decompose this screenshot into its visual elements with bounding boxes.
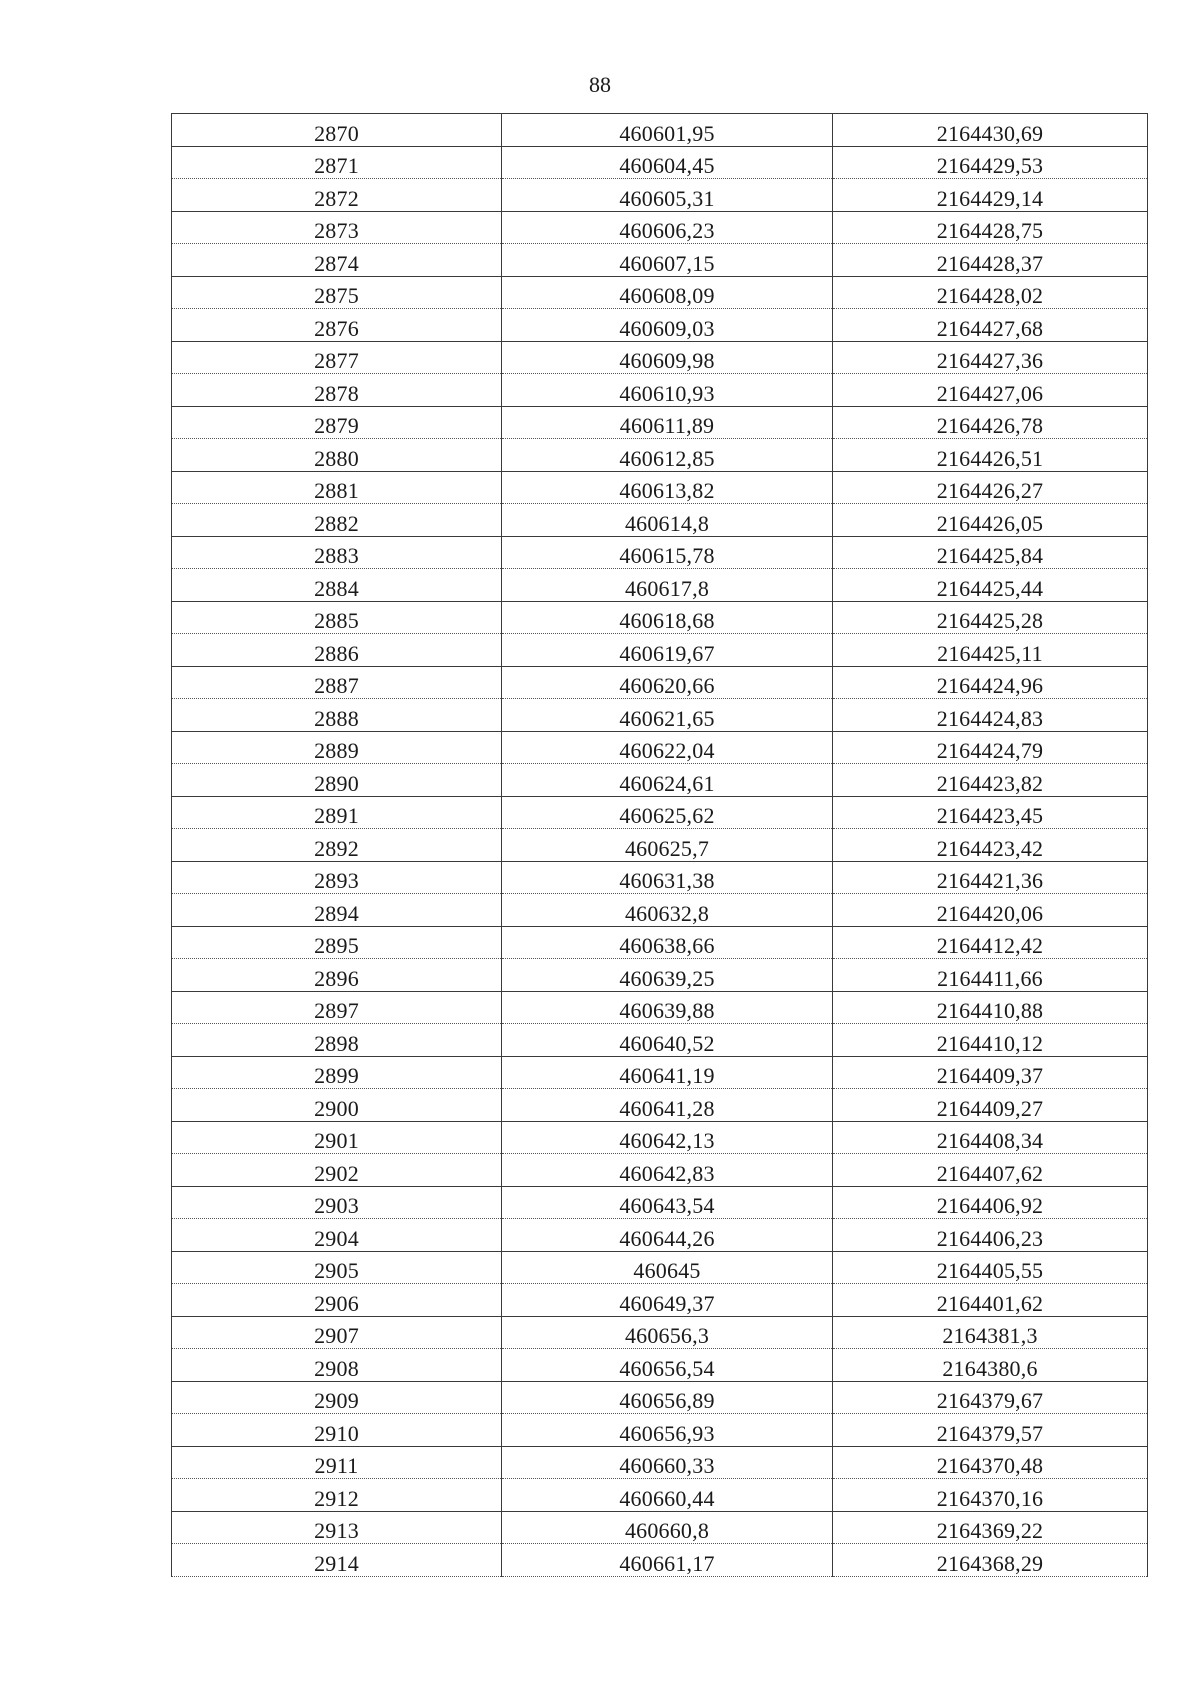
point-number-cell: 2888 <box>172 699 502 732</box>
point-number-cell: 2870 <box>172 114 502 147</box>
table-row <box>172 536 1148 569</box>
table-row <box>172 1284 1148 1317</box>
table-row <box>172 1414 1148 1447</box>
x-coordinate-cell: 460612,85 <box>502 439 833 472</box>
y-coordinate-cell: 2164428,02 <box>833 276 1148 309</box>
x-coordinate-cell: 460641,19 <box>502 1056 833 1089</box>
y-coordinate-cell: 2164411,66 <box>833 959 1148 992</box>
x-coordinate-cell: 460645 <box>502 1251 833 1284</box>
y-coordinate-cell: 2164424,79 <box>833 731 1148 764</box>
point-number-cell: 2878 <box>172 374 502 407</box>
x-coordinate-cell: 460631,38 <box>502 861 833 894</box>
y-coordinate-cell: 2164410,88 <box>833 991 1148 1024</box>
x-coordinate-cell: 460642,13 <box>502 1121 833 1154</box>
table-row <box>172 926 1148 959</box>
point-number-cell: 2893 <box>172 861 502 894</box>
table-row <box>172 406 1148 439</box>
y-coordinate-cell: 2164427,06 <box>833 374 1148 407</box>
table-row <box>172 1381 1148 1414</box>
x-coordinate-cell: 460608,09 <box>502 276 833 309</box>
x-coordinate-cell: 460609,98 <box>502 341 833 374</box>
coordinates-table <box>171 113 1148 1577</box>
y-coordinate-cell: 2164427,36 <box>833 341 1148 374</box>
y-coordinate-cell: 2164406,23 <box>833 1219 1148 1252</box>
y-coordinate-cell: 2164425,84 <box>833 536 1148 569</box>
y-coordinate-cell: 2164405,55 <box>833 1251 1148 1284</box>
table-row <box>172 244 1148 277</box>
y-coordinate-cell: 2164425,44 <box>833 569 1148 602</box>
y-coordinate-cell: 2164425,11 <box>833 634 1148 667</box>
table-row <box>172 439 1148 472</box>
y-coordinate-cell: 2164424,83 <box>833 699 1148 732</box>
point-number-cell: 2896 <box>172 959 502 992</box>
table-row <box>172 991 1148 1024</box>
y-coordinate-cell: 2164421,36 <box>833 861 1148 894</box>
y-coordinate-cell: 2164430,69 <box>833 114 1148 147</box>
y-coordinate-cell: 2164429,14 <box>833 179 1148 212</box>
x-coordinate-cell: 460624,61 <box>502 764 833 797</box>
table-row <box>172 1544 1148 1577</box>
table-row <box>172 1121 1148 1154</box>
table-row <box>172 1219 1148 1252</box>
x-coordinate-cell: 460644,26 <box>502 1219 833 1252</box>
y-coordinate-cell: 2164426,27 <box>833 471 1148 504</box>
x-coordinate-cell: 460620,66 <box>502 666 833 699</box>
x-coordinate-cell: 460607,15 <box>502 244 833 277</box>
table-row <box>172 1186 1148 1219</box>
y-coordinate-cell: 2164428,75 <box>833 211 1148 244</box>
x-coordinate-cell: 460639,25 <box>502 959 833 992</box>
x-coordinate-cell: 460606,23 <box>502 211 833 244</box>
point-number-cell: 2874 <box>172 244 502 277</box>
point-number-cell: 2884 <box>172 569 502 602</box>
table-row <box>172 634 1148 667</box>
point-number-cell: 2880 <box>172 439 502 472</box>
table-row <box>172 504 1148 537</box>
x-coordinate-cell: 460625,62 <box>502 796 833 829</box>
table-row <box>172 146 1148 179</box>
x-coordinate-cell: 460617,8 <box>502 569 833 602</box>
x-coordinate-cell: 460605,31 <box>502 179 833 212</box>
point-number-cell: 2911 <box>172 1446 502 1479</box>
point-number-cell: 2910 <box>172 1414 502 1447</box>
point-number-cell: 2907 <box>172 1316 502 1349</box>
y-coordinate-cell: 2164423,45 <box>833 796 1148 829</box>
table-row <box>172 861 1148 894</box>
y-coordinate-cell: 2164379,57 <box>833 1414 1148 1447</box>
point-number-cell: 2889 <box>172 731 502 764</box>
table-row <box>172 309 1148 342</box>
point-number-cell: 2913 <box>172 1511 502 1544</box>
y-coordinate-cell: 2164381,3 <box>833 1316 1148 1349</box>
point-number-cell: 2882 <box>172 504 502 537</box>
y-coordinate-cell: 2164370,48 <box>833 1446 1148 1479</box>
point-number-cell: 2876 <box>172 309 502 342</box>
point-number-cell: 2891 <box>172 796 502 829</box>
x-coordinate-cell: 460640,52 <box>502 1024 833 1057</box>
y-coordinate-cell: 2164428,37 <box>833 244 1148 277</box>
x-coordinate-cell: 460632,8 <box>502 894 833 927</box>
point-number-cell: 2881 <box>172 471 502 504</box>
point-number-cell: 2906 <box>172 1284 502 1317</box>
y-coordinate-cell: 2164369,22 <box>833 1511 1148 1544</box>
table-row <box>172 276 1148 309</box>
point-number-cell: 2905 <box>172 1251 502 1284</box>
x-coordinate-cell: 460601,95 <box>502 114 833 147</box>
table-row <box>172 731 1148 764</box>
x-coordinate-cell: 460656,89 <box>502 1381 833 1414</box>
x-coordinate-cell: 460614,8 <box>502 504 833 537</box>
y-coordinate-cell: 2164426,05 <box>833 504 1148 537</box>
point-number-cell: 2886 <box>172 634 502 667</box>
table-row <box>172 764 1148 797</box>
point-number-cell: 2875 <box>172 276 502 309</box>
table-row <box>172 796 1148 829</box>
x-coordinate-cell: 460649,37 <box>502 1284 833 1317</box>
point-number-cell: 2904 <box>172 1219 502 1252</box>
y-coordinate-cell: 2164368,29 <box>833 1544 1148 1577</box>
table-row <box>172 569 1148 602</box>
x-coordinate-cell: 460613,82 <box>502 471 833 504</box>
x-coordinate-cell: 460656,54 <box>502 1349 833 1382</box>
point-number-cell: 2899 <box>172 1056 502 1089</box>
x-coordinate-cell: 460656,3 <box>502 1316 833 1349</box>
point-number-cell: 2900 <box>172 1089 502 1122</box>
table-row <box>172 471 1148 504</box>
y-coordinate-cell: 2164424,96 <box>833 666 1148 699</box>
page-number: 88 <box>589 72 611 97</box>
x-coordinate-cell: 460639,88 <box>502 991 833 1024</box>
table-row <box>172 666 1148 699</box>
y-coordinate-cell: 2164409,27 <box>833 1089 1148 1122</box>
y-coordinate-cell: 2164420,06 <box>833 894 1148 927</box>
x-coordinate-cell: 460625,7 <box>502 829 833 862</box>
table-row <box>172 894 1148 927</box>
table-row <box>172 114 1148 147</box>
table-row <box>172 699 1148 732</box>
y-coordinate-cell: 2164410,12 <box>833 1024 1148 1057</box>
y-coordinate-cell: 2164408,34 <box>833 1121 1148 1154</box>
point-number-cell: 2908 <box>172 1349 502 1382</box>
y-coordinate-cell: 2164412,42 <box>833 926 1148 959</box>
table-row <box>172 374 1148 407</box>
coordinates-table-body <box>172 114 1148 1577</box>
x-coordinate-cell: 460638,66 <box>502 926 833 959</box>
y-coordinate-cell: 2164406,92 <box>833 1186 1148 1219</box>
y-coordinate-cell: 2164426,51 <box>833 439 1148 472</box>
x-coordinate-cell: 460641,28 <box>502 1089 833 1122</box>
table-row <box>172 179 1148 212</box>
point-number-cell: 2871 <box>172 146 502 179</box>
x-coordinate-cell: 460618,68 <box>502 601 833 634</box>
y-coordinate-cell: 2164401,62 <box>833 1284 1148 1317</box>
point-number-cell: 2914 <box>172 1544 502 1577</box>
table-row <box>172 1154 1148 1187</box>
table-row <box>172 211 1148 244</box>
x-coordinate-cell: 460660,33 <box>502 1446 833 1479</box>
x-coordinate-cell: 460656,93 <box>502 1414 833 1447</box>
x-coordinate-cell: 460615,78 <box>502 536 833 569</box>
x-coordinate-cell: 460619,67 <box>502 634 833 667</box>
table-row <box>172 601 1148 634</box>
x-coordinate-cell: 460661,17 <box>502 1544 833 1577</box>
y-coordinate-cell: 2164429,53 <box>833 146 1148 179</box>
y-coordinate-cell: 2164409,37 <box>833 1056 1148 1089</box>
y-coordinate-cell: 2164423,42 <box>833 829 1148 862</box>
table-row <box>172 1349 1148 1382</box>
y-coordinate-cell: 2164425,28 <box>833 601 1148 634</box>
point-number-cell: 2909 <box>172 1381 502 1414</box>
point-number-cell: 2901 <box>172 1121 502 1154</box>
x-coordinate-cell: 460621,65 <box>502 699 833 732</box>
point-number-cell: 2890 <box>172 764 502 797</box>
table-row <box>172 1089 1148 1122</box>
y-coordinate-cell: 2164426,78 <box>833 406 1148 439</box>
table-row <box>172 1251 1148 1284</box>
point-number-cell: 2872 <box>172 179 502 212</box>
x-coordinate-cell: 460622,04 <box>502 731 833 764</box>
y-coordinate-cell: 2164380,6 <box>833 1349 1148 1382</box>
table-row <box>172 1446 1148 1479</box>
x-coordinate-cell: 460660,44 <box>502 1479 833 1512</box>
point-number-cell: 2892 <box>172 829 502 862</box>
point-number-cell: 2877 <box>172 341 502 374</box>
y-coordinate-cell: 2164427,68 <box>833 309 1148 342</box>
point-number-cell: 2902 <box>172 1154 502 1187</box>
x-coordinate-cell: 460660,8 <box>502 1511 833 1544</box>
point-number-cell: 2897 <box>172 991 502 1024</box>
table-row <box>172 829 1148 862</box>
x-coordinate-cell: 460604,45 <box>502 146 833 179</box>
point-number-cell: 2895 <box>172 926 502 959</box>
point-number-cell: 2887 <box>172 666 502 699</box>
point-number-cell: 2873 <box>172 211 502 244</box>
table-row <box>172 1056 1148 1089</box>
x-coordinate-cell: 460611,89 <box>502 406 833 439</box>
table-row <box>172 959 1148 992</box>
x-coordinate-cell: 460642,83 <box>502 1154 833 1187</box>
x-coordinate-cell: 460610,93 <box>502 374 833 407</box>
x-coordinate-cell: 460643,54 <box>502 1186 833 1219</box>
table-row <box>172 341 1148 374</box>
point-number-cell: 2898 <box>172 1024 502 1057</box>
point-number-cell: 2903 <box>172 1186 502 1219</box>
point-number-cell: 2879 <box>172 406 502 439</box>
table-row <box>172 1316 1148 1349</box>
y-coordinate-cell: 2164379,67 <box>833 1381 1148 1414</box>
point-number-cell: 2885 <box>172 601 502 634</box>
y-coordinate-cell: 2164423,82 <box>833 764 1148 797</box>
y-coordinate-cell: 2164370,16 <box>833 1479 1148 1512</box>
table-row <box>172 1024 1148 1057</box>
point-number-cell: 2912 <box>172 1479 502 1512</box>
y-coordinate-cell: 2164407,62 <box>833 1154 1148 1187</box>
point-number-cell: 2894 <box>172 894 502 927</box>
table-row <box>172 1511 1148 1544</box>
table-row <box>172 1479 1148 1512</box>
point-number-cell: 2883 <box>172 536 502 569</box>
x-coordinate-cell: 460609,03 <box>502 309 833 342</box>
